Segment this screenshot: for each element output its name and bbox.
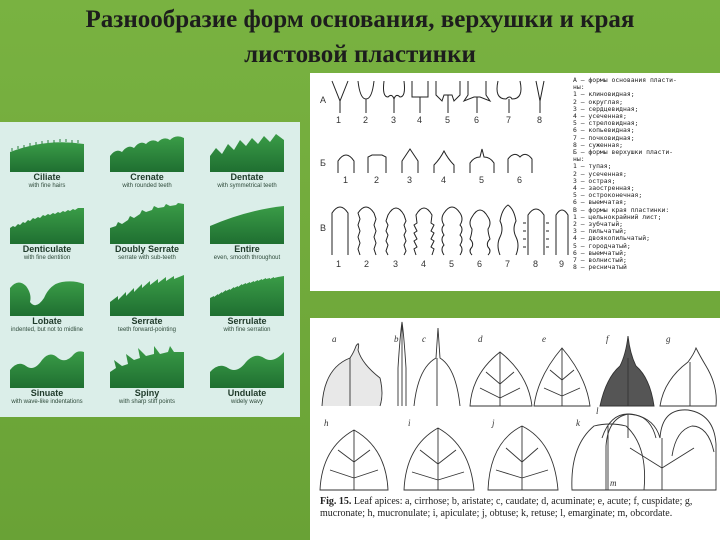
margin-ciliate [2, 126, 92, 192]
legend-line: 3 — сердцевидная; [573, 105, 639, 113]
margin-name: Doubly Serrate [114, 244, 180, 254]
num-c3: 3 [393, 259, 399, 269]
num-c6: 6 [477, 259, 483, 269]
leaf-shapes-diagram [310, 73, 720, 291]
margin-desc: with rounded teeth [122, 183, 172, 189]
apex-row-bottom [320, 410, 716, 490]
margin-crenate [102, 126, 192, 192]
legend-line: 3 — острая; [573, 177, 616, 185]
apex-letter-f: f [606, 334, 609, 344]
margin-dentate [202, 126, 292, 192]
margin-desc: even, smooth throughout [213, 255, 281, 261]
margin-desc: with symmetrical teeth [217, 183, 277, 189]
legend-line: 8 — суженная; [573, 141, 624, 149]
margin-desc: with wave-like indentations [11, 399, 83, 405]
num-b5: 5 [479, 175, 485, 185]
num-c7: 7 [505, 259, 511, 269]
legend-line: 2 — усеченная; [573, 170, 627, 178]
num-b4: 4 [441, 175, 447, 185]
legend-line: 4 — усеченная; [573, 113, 627, 121]
legend-line: 8 — ресничатый [573, 264, 627, 272]
apex-letter-c: c [422, 334, 426, 344]
margin-name: Undulate [227, 388, 267, 398]
margin-name: Lobate [32, 316, 62, 326]
undulate-shape [210, 346, 284, 388]
legend-line: Б — формы верхушки пласти- [573, 149, 674, 157]
margin-name: Sinuate [30, 388, 64, 398]
margin-desc: with sharp stiff points [119, 399, 175, 405]
margin-name: Serrulate [227, 316, 267, 326]
num-b2: 2 [374, 175, 380, 185]
legend-line: 7 — почковидная; [573, 134, 635, 142]
apex-letter-j: j [492, 418, 495, 428]
legend-line: 4 — заостренная; [573, 185, 635, 193]
title-line-1: Разнообразие форм основания, верхушки и края [85, 6, 635, 33]
legend-line: В — формы края пластинки: [573, 206, 670, 214]
apex-shapes-row [338, 149, 532, 173]
margin-spiny [102, 342, 192, 408]
margin-name: Serrate [131, 316, 163, 326]
margin-desc: teeth forward-pointing [117, 327, 177, 333]
row-label-c: В [320, 223, 327, 233]
num-b3: 3 [407, 175, 413, 185]
apex-letter-h: h [324, 418, 329, 428]
margin-name: Dentate [230, 172, 264, 182]
slide-title [0, 2, 720, 72]
denticulate-shape [10, 202, 84, 244]
num-a6: 6 [474, 115, 480, 125]
legend-line: 5 — городчатый; [573, 242, 631, 250]
legend-line: 6 — выемчатый; [573, 249, 627, 257]
margin-denticulate [2, 198, 92, 264]
num-c9: 9 [559, 259, 565, 269]
spiny-shape [110, 346, 184, 388]
num-c8: 8 [533, 259, 539, 269]
row-label-b: Б [320, 158, 326, 168]
entire-shape [210, 202, 284, 244]
leaf-apices-figure [310, 318, 720, 540]
apex-letter-k: k [576, 418, 580, 428]
legend-line: ны: [573, 84, 585, 92]
margin-serrulate [202, 270, 292, 336]
apex-letter-d: d [478, 334, 483, 344]
legend-line: 5 — стреловидная; [573, 120, 639, 128]
num-a2: 2 [363, 115, 369, 125]
margin-desc: with fine hairs [28, 183, 66, 189]
crenate-shape [110, 130, 184, 172]
apex-letter-b: b [394, 334, 399, 344]
row-label-a: А [320, 95, 327, 105]
legend-line: 3 — пильчатый; [573, 228, 627, 236]
legend-line: А — формы основания пласти- [573, 77, 677, 84]
margin-serrate [102, 270, 192, 336]
num-c2: 2 [364, 259, 370, 269]
legend-line: 2 — зубчатый; [573, 221, 624, 229]
legend-line: 5 — остроконечная; [573, 192, 643, 200]
num-c4: 4 [421, 259, 427, 269]
ciliate-shape [10, 130, 84, 172]
num-a1: 1 [336, 115, 342, 125]
margin-doubly-serrate [102, 198, 192, 264]
diagram-legend [573, 77, 718, 271]
apex-letter-e: e [542, 334, 546, 344]
apex-letter-i: i [408, 418, 411, 428]
num-c5: 5 [449, 259, 455, 269]
figure-number: Fig. 15. [320, 496, 352, 507]
legend-line: ны: [573, 156, 585, 164]
num-a4: 4 [417, 115, 423, 125]
apex-letter-a: a [332, 334, 337, 344]
apex-letter-l: l [596, 406, 599, 416]
margin-desc: indented, but not to midline [10, 327, 84, 333]
margin-desc: serrate with sub-teeth [118, 255, 176, 261]
title-line-2: листовой пластинки [244, 41, 476, 68]
legend-line: 4 — двоякопильчатый; [573, 235, 650, 243]
legend-line: 1 — клиновидная; [573, 91, 635, 99]
num-a5: 5 [445, 115, 451, 125]
margin-name: Ciliate [33, 172, 61, 182]
margin-lobate [2, 270, 92, 336]
margin-entire [202, 198, 292, 264]
caption-text: Leaf apices: a, cirrhose; b, aristate; c, caudate; d, acuminate; e, acute; f, cuspidate; g, mucronate; h, mucronulate; i, apiculate; j, obtuse; k, retuse; l, emarginate; m, obcordate. [320, 496, 693, 519]
apex-row-top [322, 322, 716, 406]
margin-name: Spiny [134, 388, 160, 398]
serrate-shape [110, 274, 184, 316]
margin-name: Entire [234, 244, 260, 254]
legend-line: 1 — цельнокрайний лист; [573, 213, 662, 221]
margin-desc: with fine dentition [23, 255, 71, 261]
margin-sinuate [2, 342, 92, 408]
sinuate-shape [10, 346, 84, 388]
margin-desc: with fine serration [223, 327, 271, 333]
margin-desc: widely wavy [230, 399, 263, 405]
num-c1: 1 [336, 259, 342, 269]
apex-letter-g: g [666, 334, 671, 344]
num-a3: 3 [391, 115, 397, 125]
leaf-margins-panel [0, 122, 300, 417]
base-shapes-row [332, 81, 544, 113]
margin-undulate [202, 342, 292, 408]
margin-shapes-row [332, 205, 568, 255]
dentate-shape [210, 130, 284, 172]
serrulate-shape [210, 274, 284, 316]
num-b1: 1 [343, 175, 349, 185]
legend-line: 6 — выемчатая; [573, 199, 627, 207]
apex-letter-m: m [610, 478, 617, 488]
legend-line: 1 — тупая; [573, 163, 612, 171]
doubly-serrate-shape [110, 202, 184, 244]
legend-line: 2 — округлая; [573, 98, 624, 106]
lobate-shape [10, 274, 84, 316]
num-a7: 7 [506, 115, 512, 125]
apices-drawings [310, 318, 720, 494]
num-a8: 8 [537, 115, 543, 125]
legend-line: 7 — волнистый; [573, 257, 627, 265]
margin-name: Crenate [130, 172, 164, 182]
figure-caption [320, 496, 716, 520]
num-b6: 6 [517, 175, 523, 185]
legend-line: 6 — копьевидная; [573, 127, 635, 135]
margin-name: Denticulate [22, 244, 72, 254]
